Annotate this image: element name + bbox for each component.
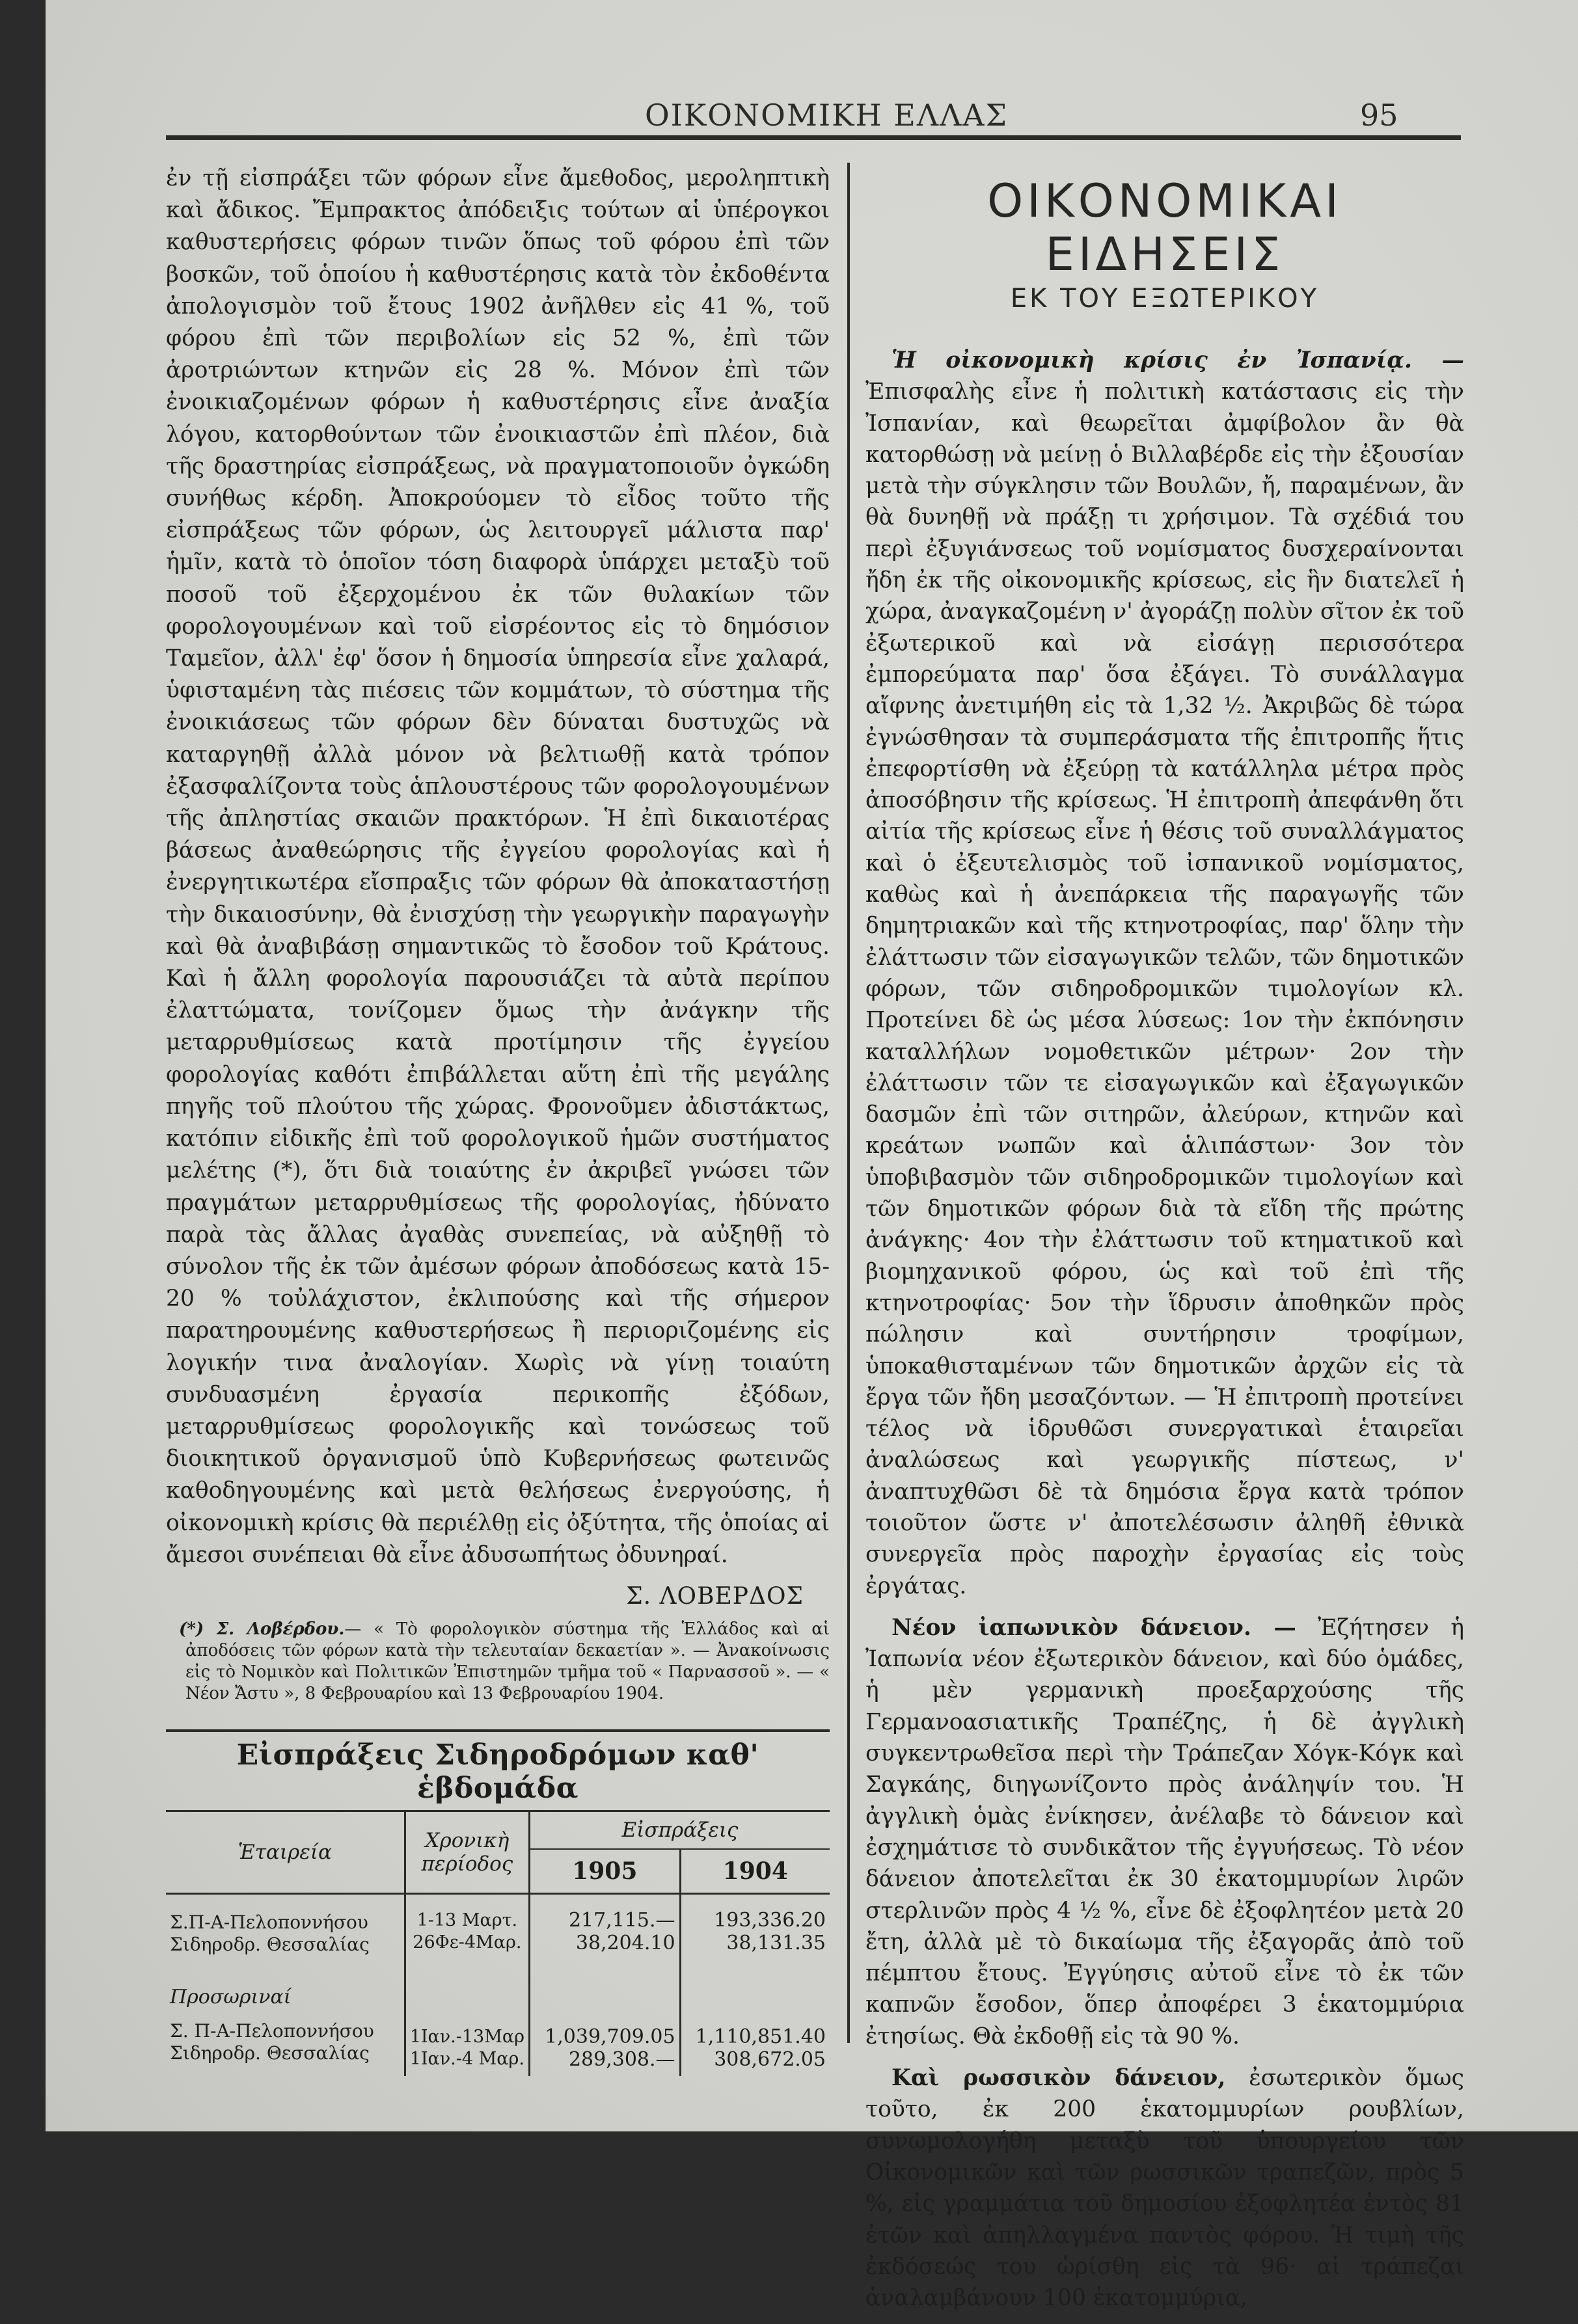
table-row (166, 2020, 830, 2076)
col-header-company: Ἑταιρεία (166, 1811, 405, 1893)
section-label-provisional: Προσωριναί (170, 1985, 292, 2008)
row-period: 26Φε-4Μαρ. (413, 1932, 522, 1952)
column-divider (847, 163, 850, 2043)
row-period: 1Ιαν.-13Μαρ (409, 2026, 524, 2047)
footnote (166, 1619, 830, 1705)
row-value-1904: 38,131.35 (726, 1931, 826, 1954)
section-title: ΟΙΚΟΝΟΜΙΚΑΙ ΕΙΔΗΣΕΙΣ (987, 174, 1342, 281)
newspaper-page (46, 0, 1578, 2312)
row-company: Σ. Π-Α-Πελοποννήσου (170, 2020, 374, 2042)
row-value-1905: 217,115.— (568, 1908, 675, 1932)
col-header-year-1905: 1905 (530, 1849, 681, 1894)
news-text: Ἐπισφαλὴς εἶνε ἡ πολιτικὴ κατάστασις εἰς τὴν Ἰσπανίαν, καὶ θεωρεῖται ἀμφίβολον ἂν θὰ κατορθώσῃ νὰ μείνῃ ὁ Βιλλαβέρδε εἰς τὴν ἐξουσίαν μετὰ τὴν σύγκλησιν τῶν Βουλῶν, ἤ, παραμένων, ἂν θὰ δυνηθῇ νὰ πράξῃ τι χρήσιμον. Τὰ σχέδιά του περὶ ἐξυγιάνσεως τοῦ νομίσματος δυσχεραίνονται ἤδη ἐκ τῆς οἰκονομικῆς κρίσεως, εἰς ἣν διατελεῖ ἡ χώρα, ἀναγκαζομένη ν' ἀγοράζῃ πολὺν σῖτον ἐκ τοῦ ἐξωτερικοῦ καὶ νὰ εἰσάγῃ περισσότερα ἐμπορεύματα παρ' ὅσα ἐξάγει. Τὸ συνάλλαγμα αἴφνης ἀνετιμήθη εἰς τὰ 1,32 ½. Ἀκριβῶς δὲ τώρα ἐγνώσθησαν τὰ συμπεράσματα τῆς ἐπιτροπῆς ἥτις ἐπεφορτίσθη νὰ ἐξεύρῃ τὰ κατάλληλα μέτρα πρὸς ἀποσόβησιν τῆς κρίσεως. Ἡ ἐπιτροπὴ ἀπεφάνθη ὅτι αἰτία τῆς κρίσεως εἶνε ἡ θέσις τοῦ συναλλάγματος καὶ ὁ ἐξευτελισμὸς τοῦ ἰσπανικοῦ νομίσματος, καθὼς καὶ ἡ ἀνεπάρκεια τῆς παραγωγῆς τῶν δημητριακῶν καὶ τῆς κτηνοτροφίας, παρ' ὅλην τὴν ἐλάττωσιν τῶν εἰσαγωγικῶν τελῶν, τῶν δημοτικῶν φόρων, τῶν σιδηροδρομικῶν τιμολογίων κλ. Προτείνει δὲ ὡς μέσα λύσεως: 1ον τὴν ἐκπόνησιν καταλλήλων νομοθετικῶν μέτρων· 2ον τὴν ἐλάττωσιν τῶν τε εἰσαγωγικῶν καὶ ἐξαγωγικῶν δασμῶν ἐπὶ τῶν σιτηρῶν, ἀλεύρων, κτηνῶν καὶ κρεάτων νωπῶν καὶ ἁλιπάστων· 3ον τὸν ὑποβιβασμὸν τῶν σιδηροδρομικῶν τιμολογίων καὶ τῶν δημοτικῶν φόρων διὰ τὰ εἴδη τῆς πρώτης ἀνάγκης· 4ον τὴν ἐλάττωσιν τοῦ κτηματικοῦ καὶ βιομηχανικοῦ φόρου, ὡς καὶ τοῦ ἐπὶ τῆς κτηνοτροφίας· 5ον τὴν ἵδρυσιν ἀποθηκῶν πρὸς πώλησιν καὶ συντήρησιν τροφίμων, ὑποκαθισταμένων τῶν δημοτικῶν ἀρχῶν εἰς τὰ ἔργα τῶν ἤδη μεσαζόντων. — Ἡ ἐπιτροπὴ προτείνει τέλος νὰ ἱδρυθῶσι συνεργατικαὶ ἑταιρεῖαι ἀναλώσεως καὶ γεωργικῆς πίστεως, ν' ἀναπτυχθῶσι δὲ τὰ δημόσια ἔργα κατὰ τρόπον τοιοῦτον ὥστε ν' ἀποτελέσωσιν ἀληθῆ ἐθνικὰ συνεργεῖα πρὸς παροχὴν ἐργασίας εἰς τοὺς ἐργάτας. (865, 379, 1464, 1599)
author-signature: Σ. ΛΟΒΕΡΔΟΣ (626, 1582, 804, 1610)
col-header-receipts: Εἰσπράξεις (530, 1811, 830, 1849)
row-company: Σ.Π-Α-Πελοποννήσου (170, 1911, 368, 1933)
news-item-japan-loan (865, 1612, 1464, 2052)
news-text: ἐσωτερικὸν ὅμως τοῦτο, ἐκ 200 ἑκατομμυρίων ρουβλίων, συνωμολογήθη μεταξὺ τοῦ ὑπουργείου τῶν Οἰκονομικῶν καὶ τῶν ρωσσικῶν τραπεζῶν, πρὸς 5 %, εἰς γραμμάτια τοῦ δημοσίου ἐξοφλητέα ἐντὸς 81 ἐτῶν καὶ ἀπηλλαγμένα παντὸς φόρου. Ἡ τιμὴ τῆς ἐκδόσεώς του ὡρίσθη εἰς τὰ 96· αἱ τράπεζαι ἀναλαμβάνουν 100 ἑκατομμύρια, (865, 2065, 1464, 2312)
row-value-1905: 289,308.— (568, 2047, 675, 2071)
receipts-table-title: Εἰσπράξεις Σιδηροδρόμων καθ' ἑβδομάδα (236, 1738, 759, 1805)
col-header-period: Χρονικὴ περίοδος (405, 1811, 529, 1893)
row-value-1904: 193,336.20 (714, 1908, 826, 1932)
row-value-1904: 1,110,851.40 (695, 2025, 826, 2048)
header-rule (166, 135, 1461, 140)
footnote-text: — « Τὸ φορολογικὸν σύστημα τῆς Ἑλλάδος καὶ αἱ ἀποδόσεις τῶν φόρων κατὰ τὴν τελευταίαν δεκαετίαν ». — Ἀνακοίνωσις εἰς τὸ Νομικὸν καὶ Πολιτικῶν Ἐπιστημῶν τμῆμα τοῦ « Παρνασσοῦ ». — « Νέον Ἄστυ », 8 Φεβρουαρίου καὶ 13 Φεβρουαρίου 1904. (185, 1619, 830, 1703)
row-company: Σιδηροδρ. Θεσσαλίας (170, 1933, 370, 1955)
row-period: 1Ιαν.-4 Μαρ. (409, 2048, 524, 2069)
news-item-spain (865, 345, 1464, 1602)
railway-receipts-table (166, 1810, 830, 2076)
row-value-1904: 308,672.05 (714, 2047, 826, 2071)
section-subtitle: ΕΚ ΤΟΥ ΕΞΩΤΕΡΙΚΟΥ (1010, 284, 1320, 314)
row-company: Σιδηροδρ. Θεσσαλίας (170, 2042, 370, 2064)
table-row (166, 1893, 830, 1969)
news-headline: Ἡ οἰκονομικὴ κρίσις ἐν Ἰσπανίᾳ. — (891, 347, 1464, 373)
left-column (166, 163, 830, 2076)
footnote-author: (*) Σ. Λοβέρδου. (179, 1619, 345, 1639)
page-number: 95 (1360, 98, 1398, 133)
news-text: Ἐζήτησεν ἡ Ἰαπωνία νέον ἐξωτερικὸν δάνειον, καὶ δύο ὁμάδες, ἡ μὲν γερμανικὴ προεξαρχούσης τῆς Γερμανοασιατικῆς Τραπέζης, ἡ δὲ ἀγγλικὴ συγκεντρωθεῖσα περὶ τὴν Τράπεζαν Χόγκ-Κόγκ καὶ Σαγκάης, διηγωνίζοντο πρὸς ἀνάληψίν του. Ἡ ἀγγλικὴ ὁμὰς ἐνίκησεν, ἀνέλαβε τὸ δάνειον καὶ ἐσχημάτισε τὸ συνδικᾶτον τῆς ἐγγυήσεως. Τὸ νέον δάνειον ἀποτελεῖται ἐκ 30 ἑκατομμυρίων λιρῶν στερλινῶν πρὸς 4 ½ %, εἶνε δὲ ἐξοφλητέον μετὰ 20 ἔτη, ἀλλὰ μὲ τὸ δικαίωμα τῆς ἐξαγορᾶς ἀπὸ τοῦ πέμπτου ἔτους. Ἐγγύησις αὐτοῦ εἶνε τὸ ἐκ τῶν καπνῶν ἔσοδον, ὅπερ ἀποφέρει 3 ἑκατομμύρια ἐτησίως. Θὰ ἐκδοθῇ εἰς τὰ 90 %. (865, 1614, 1464, 2049)
row-value-1905: 38,204.10 (575, 1931, 675, 1954)
running-header-title: ΟΙΚΟΝΟΜΙΚΗ ΕΛΛΑΣ (644, 98, 1009, 133)
col-header-year-1904: 1904 (680, 1849, 830, 1894)
row-value-1905: 1,039,709.05 (545, 2025, 675, 2048)
article-text: ἐν τῇ εἰσπράξει τῶν φόρων εἶνε ἄμεθοδος, μεροληπτικὴ καὶ ἄδικος. Ἔμπρακτος ἀπόδειξις τούτων αἱ ὑπέρογκοι καθυστερήσεις φόρων τινῶν ὅπως τοῦ φόρου ἐπὶ τῶν βοσκῶν, τοῦ ὁποίου ἡ καθυστέρησις κατὰ τὸν ἐκδοθέντα ἀπολογισμὸν τοῦ ἔτους 1902 ἀνῆλθεν εἰς 41 %, τοῦ φόρου ἐπὶ τῶν περιβολίων εἰς 52 %, ἐπὶ τῶν ἀροτριώντων κτηνῶν εἰς 28 %. Μόνον ἐπὶ τῶν ἐνοικιαζομένων φόρων ἡ καθυστέρησις εἶνε ἀναξία λόγου, κατορθούντων τῶν ἐνοικιαστῶν ἐπὶ πλέον, διὰ τῆς δραστηρίας εἰσπράξεως, νὰ πραγματοποιοῦν ὀγκώδη συνήθως κέρδη. Ἀποκρούομεν τὸ εἶδος τοῦτο τῆς εἰσπράξεως τῶν φόρων, ὡς λειτουργεῖ μάλιστα παρ' ἡμῖν, κατὰ τὸ ὁποῖον τόση διαφορὰ ὑπάρχει μεταξὺ τοῦ ποσοῦ τοῦ ἐξερχομένου ἐκ τῶν θυλακίων τῶν φορολογουμένων καὶ τοῦ εἰσρέοντος εἰς τὸ δημόσιον Ταμεῖον, ἀλλ' ἐφ' ὅσον ἡ δημοσία ὑπηρεσία εἶνε χαλαρά, ὑφισταμένη τὰς πιέσεις τῶν κομμάτων, τὸ σύστημα τῆς ἐνοικιάσεως τῶν φόρων δὲν δύναται δυστυχῶς νὰ καταργηθῇ ἀλλὰ μόνον νὰ βελτιωθῇ κατὰ τρόπον ἐξασφαλίζοντα τοὺς ἁπλουστέρους τῶν φορολογουμένων τῆς ἀπληστίας σκαιῶν πρακτόρων. Ἡ ἐπὶ δικαιοτέρας βάσεως ἀναθεώρησις τῆς ἐγγείου φορολογίας καὶ ἡ ἐνεργητικωτέρα εἴσπραξις τῶν φόρων θὰ ἀποκαταστήσῃ τὴν δικαιοσύνην, θὰ ἐνισχύσῃ τὴν γεωργικὴν παραγωγὴν καὶ θὰ ἀναβιβάσῃ σημαντικῶς τὸ ἔσοδον τοῦ Κράτους. Καὶ ἡ ἄλλη φορολογία παρουσιάζει τὰ αὐτὰ περίπου ἐλαττώματα, τονίζομεν ὅμως τὴν ἀνάγκην τῆς μεταρρυθμίσεως κατὰ προτίμησιν τῆς ἐγγείου φορολογίας καθότι ἐπιβάλλεται αὕτη ἐπὶ τῆς μεγάλης πηγῆς τοῦ πλούτου τῆς χώρας. Φρονοῦμεν ἀδιστάκτως, κατόπιν εἰδικῆς ἐπὶ τοῦ φορολογικοῦ ἡμῶν συστήματος μελέτης (*), ὅτι διὰ τοιαύτης ἐν ἀκριβεῖ γνώσει τῶν πραγμάτων μεταρρυθμίσεως τῆς φορολογίας, ἠδύνατο παρὰ τὰς ἄλλας ἀγαθὰς συνεπείας, νὰ αὐξηθῇ τὸ σύνολον τῆς ἐκ τῶν ἀμέσων φόρων ἀποδόσεως κατὰ 15-20 % τοὐλάχιστον, ἐκλιπούσης καὶ τῆς σήμερον παρατηρουμένης καθυστερήσεως ἢ περιοριζομένης εἰς λογικήν τινα ἀναλογίαν. Χωρὶς νὰ γίνῃ τοιαύτη συνδυασμένη ἐργασία περικοπῆς ἐξόδων, μεταρρυθμίσεως φορολογικῆς καὶ τονώσεως τοῦ διοικητικοῦ ὀργανισμοῦ ὑπὸ Κυβερνήσεως φωτεινῶς καθοδηγουμένης καὶ μετὰ θελήσεως ἐνεργούσης, ἡ οἰκονομικὴ κρίσις θὰ περιέλθῃ εἰς ὀξύτητα, τῆς ὁποίας αἱ ἄμεσοι συνέπειαι θὰ εἶνε ἀδυσωπήτως ὀδυνηραί. (166, 165, 830, 1568)
row-period: 1-13 Μαρτ. (416, 1910, 518, 1930)
right-column (865, 163, 1464, 2324)
news-item-russian-loan (865, 2062, 1464, 2314)
news-headline: Νέον ἰαπωνικὸν δάνειον. — (891, 1614, 1296, 1641)
news-headline: Καὶ ρωσσικὸν δάνειον, (891, 2065, 1226, 2092)
